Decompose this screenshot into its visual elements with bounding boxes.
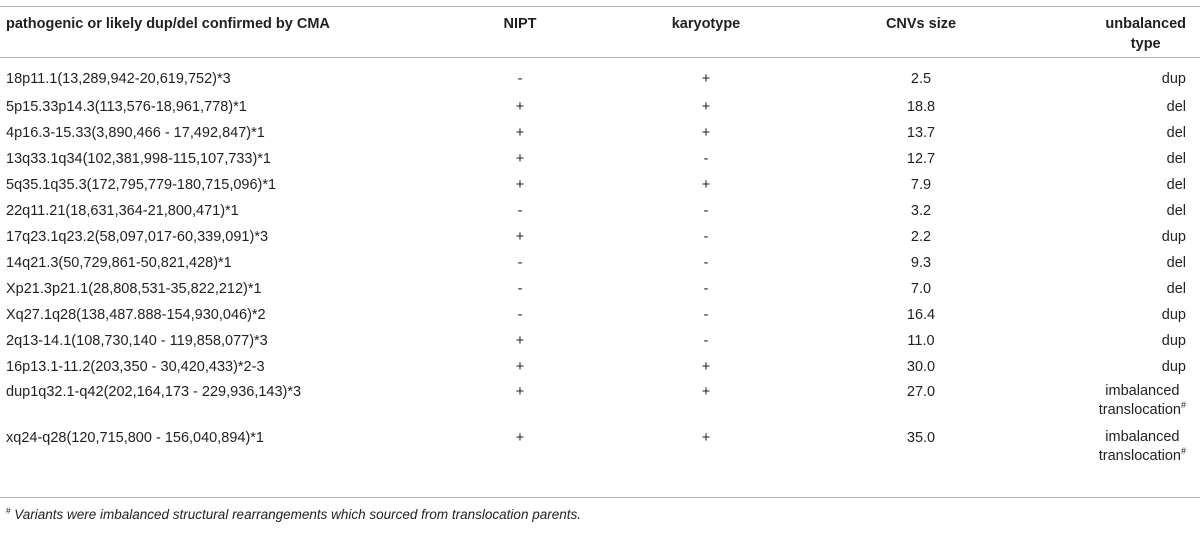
cell-variant: 22q11.21(18,631,364-21,800,471)*1 [6,203,239,219]
cell-karyotype: - [703,255,709,271]
cell-variant: 13q33.1q34(102,381,998-115,107,733)*1 [6,151,271,167]
table-row [0,380,1200,426]
cell-cnv-size: 2.2 [910,229,932,245]
cell-variant: 16p13.1-11.2(203,350 - 30,420,433)*2-3 [6,359,265,375]
table-bottom-rule [0,497,1200,498]
footnote [6,507,581,522]
cell-karyotype: - [703,281,709,297]
table-row [0,120,1200,146]
cnv-table [0,6,1200,472]
table-header [0,7,1200,58]
cell-cnv-size: 16.4 [906,307,936,323]
cell-cnv-size: 18.8 [906,99,936,115]
cell-nipt: - [517,71,523,87]
table-row [0,94,1200,120]
cell-nipt: - [517,307,523,323]
table-row [0,328,1200,354]
footnote-ref-mark: # [1180,400,1186,411]
cell-nipt: + [515,430,525,446]
table-row [0,224,1200,250]
cell-nipt: - [517,203,523,219]
cell-nipt: - [517,255,523,271]
footnote-mark: # [6,506,11,516]
cell-type [1030,380,1200,426]
cell-cnv-size: 7.0 [910,281,932,297]
cell-cnv-size: 3.2 [910,203,932,219]
cell-nipt: + [515,125,525,141]
cell-karyotype: - [703,151,709,167]
cell-type: del [1166,177,1186,193]
cell-type: del [1166,281,1186,297]
header-variant: pathogenic or likely dup/del confirmed by CMA [0,7,440,58]
cell-karyotype: - [703,333,709,349]
cell-karyotype: + [701,359,711,375]
type-label [1099,382,1186,420]
table-row [0,302,1200,328]
table-body [0,58,1200,473]
cell-cnv-size: 12.7 [906,151,936,167]
cell-cnv-size: 2.5 [910,71,932,87]
cell-karyotype: - [703,203,709,219]
cell-cnv-size: 27.0 [906,384,936,400]
cell-type: del [1166,151,1186,167]
cell-nipt: + [515,177,525,193]
cell-karyotype: + [701,99,711,115]
table-row [0,276,1200,302]
header-type-line2: type [1130,36,1161,52]
footnote-ref-mark: # [1180,446,1186,457]
type-line1: imbalanced [1105,383,1180,399]
table-row [0,426,1200,472]
type-line2: translocation [1098,448,1181,464]
cell-type: dup [1161,229,1186,245]
cell-cnv-size: 7.9 [910,177,932,193]
cell-nipt: + [515,384,525,400]
cell-karyotype: + [701,177,711,193]
cell-type: del [1166,99,1186,115]
cell-nipt: + [515,99,525,115]
type-label [1099,428,1186,466]
cell-variant: 5p15.33p14.3(113,576-18,961,778)*1 [6,99,247,115]
table-row [0,250,1200,276]
header-cnv-size: CNVs size [812,7,1030,58]
cell-variant: 18p11.1(13,289,942-20,619,752)*3 [6,71,231,87]
header-unbalanced-type [1030,7,1200,58]
cell-variant: 14q21.3(50,729,861-50,821,428)*1 [6,255,232,271]
cell-karyotype: - [703,307,709,323]
cell-nipt: + [515,333,525,349]
type-line2: translocation [1098,402,1181,418]
table-row [0,146,1200,172]
table-row [0,58,1200,95]
table-row [0,198,1200,224]
cell-variant: 17q23.1q23.2(58,097,017-60,339,091)*3 [6,229,269,245]
cell-variant: 4p16.3-15.33(3,890,466 - 17,492,847)*1 [6,125,265,141]
table-row [0,172,1200,198]
cell-variant: 5q35.1q35.3(172,795,779-180,715,096)*1 [6,177,277,193]
cell-type: dup [1161,333,1186,349]
cell-type: dup [1161,359,1186,375]
header-type-line1: unbalanced [1105,16,1186,32]
cell-nipt: + [515,359,525,375]
cell-type: del [1166,203,1186,219]
cell-type: dup [1161,307,1186,323]
cell-cnv-size: 9.3 [910,255,932,271]
cell-variant: xq24-q28(120,715,800 - 156,040,894)*1 [6,430,264,446]
cell-nipt: + [515,229,525,245]
cell-cnv-size: 13.7 [906,125,936,141]
type-line1: imbalanced [1105,429,1180,445]
cell-variant: Xq27.1q28(138,487.888-154,930,046)*2 [6,307,266,323]
cell-type: dup [1161,71,1186,87]
cell-type: del [1166,255,1186,271]
cell-variant: dup1q32.1-q42(202,164,173 - 229,936,143)*3 [6,384,302,400]
cell-type [1030,426,1200,472]
cell-type: del [1166,125,1186,141]
cell-karyotype: + [701,125,711,141]
footnote-text: Variants were imbalanced structural rearrangements which sourced from translocation parents. [14,507,581,522]
cell-variant: Xp21.3p21.1(28,808,531-35,822,212)*1 [6,281,262,297]
cell-karyotype: - [703,229,709,245]
cell-nipt: + [515,151,525,167]
cell-variant: 2q13-14.1(108,730,140 - 119,858,077)*3 [6,333,268,349]
cell-karyotype: + [701,430,711,446]
cell-cnv-size: 35.0 [906,430,936,446]
cell-nipt: - [517,281,523,297]
table-row [0,354,1200,380]
cell-karyotype: + [701,384,711,400]
header-nipt: NIPT [440,7,600,58]
cell-cnv-size: 30.0 [906,359,936,375]
cell-cnv-size: 11.0 [907,333,935,349]
header-karyotype: karyotype [600,7,812,58]
cell-karyotype: + [701,71,711,87]
